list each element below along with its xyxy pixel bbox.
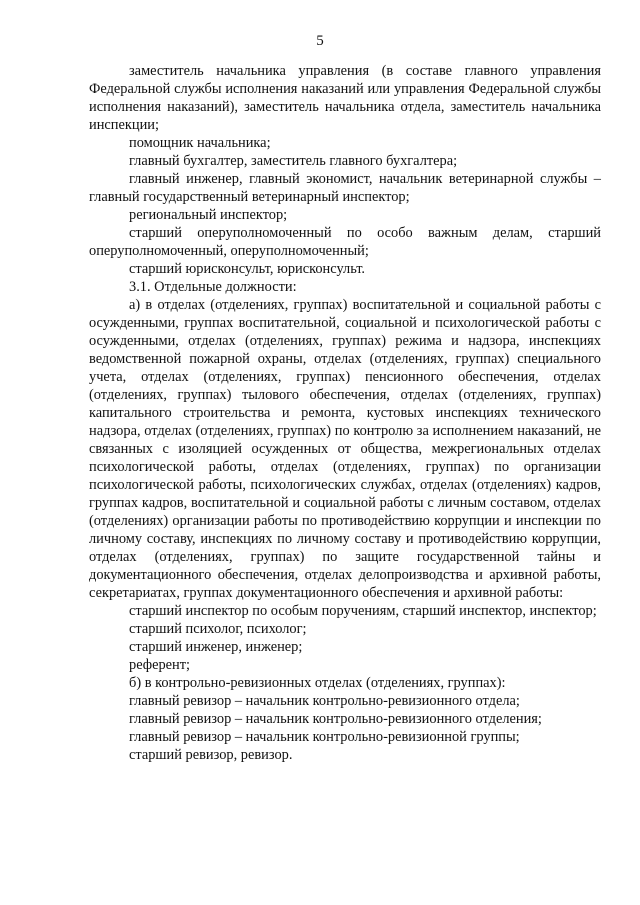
paragraph-senior-inspector: старший инспектор по особым поручениям, старший инспектор, инспектор;: [129, 603, 597, 619]
paragraph-engineer: старший инженер, инженер;: [129, 639, 303, 655]
paragraph-regional-inspector: региональный инспектор;: [129, 207, 288, 223]
paragraph-operative: старший оперуполномоченный по особо важным делам, старший оперуполномоченный, оперуполномоченный;: [89, 225, 601, 259]
paragraph-item-a: а) в отделах (отделениях, группах) воспитательной и социальной работы с осужденными, группах воспитательной, социальной и психологической работы с осужденными, отделах (отделениях, группах) режима и надзора, инспекциях ведомственной пожарной охраны, отделах (отделениях, группах) специального учета, отделах (отделениях, группах) пенсионного обеспечения, отделах (отделениях, группах) тылового обеспечения, отделах (отделениях, группах) капитального строительства и ремонта, кустовых инспекциях технического надзора, отделах (отделениях, группах) по контролю за исполнением наказаний, не связанных с изоляцией осужденных от общества, межрегиональных отделах психологической работы, отделах (отделениях, группах) по организации психологической работы, психологических службах, отделах (отделениях) кадров, группах кадров, воспитательной и социальной работы с личным составом, отделах (отделениях) организации работы по противодействию коррупции и инспекции по личному составу, инспекциях по личному составу и противодействию коррупции, отделах (отделениях, группах) по защите государственной тайны и документационного обеспечения, отделах делопроизводства и архивной работы, секретариатах, группах документационного обеспечения и архивной работы:: [89, 297, 601, 601]
paragraph-item-b: б) в контрольно-ревизионных отделах (отделениях, группах):: [129, 675, 506, 691]
paragraph-auditor-department: главный ревизор – начальник контрольно-ревизионного отдела;: [129, 693, 520, 709]
section-heading-3-1: 3.1. Отдельные должности:: [129, 279, 297, 295]
paragraph-referent: референт;: [129, 657, 191, 673]
page-number: 5: [316, 33, 324, 49]
paragraph-assistant-head: помощник начальника;: [129, 135, 271, 151]
paragraph-psychologist: старший психолог, психолог;: [129, 621, 307, 637]
paragraph-legal-counsel: старший юрисконсульт, юрисконсульт.: [129, 261, 366, 277]
paragraph-senior-auditor: старший ревизор, ревизор.: [129, 747, 293, 763]
paragraph-auditor-group: главный ревизор – начальник контрольно-ревизионной группы;: [129, 729, 520, 745]
paragraph-chief-engineer: главный инженер, главный экономист, начальник ветеринарной службы – главный государственный ветеринарный инспектор;: [89, 171, 601, 205]
document-body: [89, 62, 601, 764]
paragraph-deputy-head: заместитель начальника управления (в составе главного управления Федеральной службы исполнения наказаний или управления Федеральной службы исполнения наказаний), заместитель начальника отдела, заместитель начальника инспекции;: [89, 63, 601, 133]
paragraph-chief-accountant: главный бухгалтер, заместитель главного бухгалтера;: [129, 153, 458, 169]
paragraph-auditor-division: главный ревизор – начальник контрольно-ревизионного отделения;: [129, 711, 542, 727]
